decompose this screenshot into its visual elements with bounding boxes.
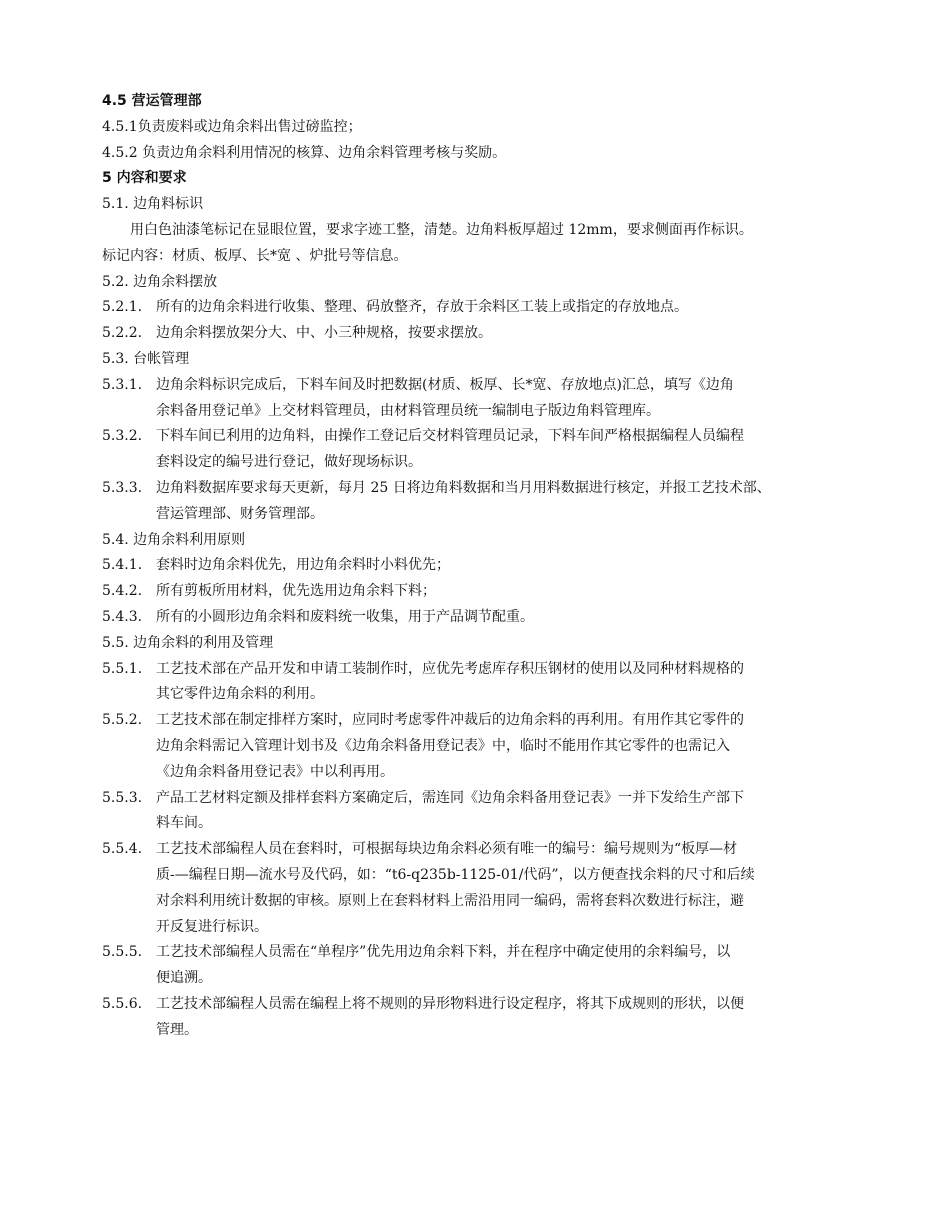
item-number: 5.3.3.: [102, 479, 143, 496]
list-item-5-5-3: [102, 786, 862, 838]
item-4-5-1: 4.5.1负责废料或边角余料出售过磅监控；: [102, 118, 362, 135]
list-item-5-5-2: [102, 708, 862, 785]
item-text: 所有剪板所用材料，优先选用边角余料下料；: [156, 583, 436, 600]
item-text-line: 料车间。: [156, 815, 212, 832]
item-number: 5.3.2.: [102, 428, 143, 445]
list-item-5-4-2: [102, 579, 862, 605]
list-item-5-3-3: [102, 476, 862, 528]
item-number: 5.4.3.: [102, 608, 143, 625]
item-number: 5.5.3.: [102, 789, 143, 806]
item-text: 所有的边角余料进行收集、整理、码放整齐，存放于余料区工装上或指定的存放地点。: [156, 299, 688, 316]
item-text-line: 余料备用登记单》上交材料管理员，由材料管理员统一编制电子版边角料管理库。: [156, 402, 660, 419]
item-text-line: 工艺技术部在产品开发和申请工装制作时，应优先考虑库存积压钢材的使用以及同种材料规格的: [156, 660, 744, 677]
item-text-line: 工艺技术部编程人员需在“单程序”优先用边角余料下料，并在程序中确定使用的余料编号，以: [156, 944, 731, 961]
paragraph-5-1-line-2: 标记内容：材质、板厚、长*宽 、炉批号等信息。: [102, 247, 408, 264]
item-number: 5.2.1.: [102, 299, 143, 316]
subsection-title-5-4: 5.4. 边角余料利用原则: [102, 531, 246, 548]
subsection-title-5-1: 5.1. 边角料标识: [102, 196, 204, 213]
list-item-5-3-2: [102, 424, 862, 476]
item-text: 边角余料摆放架分大、中、小三种规格，按要求摆放。: [156, 325, 492, 342]
item-text-line: 套料设定的编号进行登记，做好现场标识。: [156, 454, 422, 471]
item-number: 5.3.1.: [102, 376, 143, 393]
item-number: 5.5.2.: [102, 712, 143, 729]
section-heading-4-5: 4.5 营运管理部: [102, 93, 202, 109]
list-item-5-5-5: [102, 940, 862, 992]
item-text-line: 边角余料标识完成后，下料车间及时把数据(材质、板厚、长*宽、存放地点)汇总，填写《边角: [156, 376, 734, 393]
item-text-line: 工艺技术部在制定排样方案时，应同时考虑零件冲裁后的边角余料的再利用。有用作其它零件的: [156, 712, 744, 729]
item-number: 5.5.5.: [102, 944, 143, 961]
item-number: 5.5.4.: [102, 841, 143, 858]
item-text-line: 便追溯。: [156, 970, 212, 987]
item-text-line: 边角余料需记入管理计划书及《边角余料备用登记表》中，临时不能用作其它零件的也需记入: [156, 737, 730, 754]
list-item-5-4-1: [102, 553, 862, 579]
item-text-line: 质-—编程日期—流水号及代码，如：“t6-q235b-1125-01/代码”，以方便查找余料的尺寸和后续: [156, 866, 755, 883]
item-text-line: 开反复进行标识。: [156, 918, 268, 935]
subsection-title-5-2: 5.2. 边角余料摆放: [102, 273, 218, 290]
list-item-5-5-1: [102, 657, 862, 709]
list-item-5-2-2: [102, 321, 862, 347]
list-item-5-5-6: [102, 992, 862, 1044]
item-number: 5.5.6.: [102, 995, 143, 1012]
item-4-5-2: 4.5.2 负责边角余料利用情况的核算、边角余料管理考核与奖励。: [102, 144, 507, 161]
document-body: [102, 89, 862, 1043]
item-text-line: 管理。: [156, 1021, 198, 1038]
item-text-line: 对余料利用统计数据的审核。原则上在套料材料上需沿用同一编码，需将套料次数进行标注，避: [156, 892, 744, 909]
item-text-line: 其它零件边角余料的利用。: [156, 686, 324, 703]
item-text: 套料时边角余料优先，用边角余料时小料优先；: [156, 557, 450, 574]
item-text-line: 边角料数据库要求每天更新，每月 25 日将边角料数据和当月用料数据进行核定，并报工艺技术部、: [156, 479, 771, 496]
subsection-title-5-5: 5.5. 边角余料的利用及管理: [102, 634, 274, 651]
item-text-line: 产品工艺材料定额及排样套料方案确定后，需连同《边角余料备用登记表》一并下发给生产部下: [156, 789, 744, 806]
item-text-line: 工艺技术部编程人员需在编程上将不规则的异形物料进行设定程序，将其下成规则的形状，以便: [156, 995, 744, 1012]
item-number: 5.4.2.: [102, 583, 143, 600]
item-text-line: 营运管理部、财务管理部。: [156, 505, 324, 522]
list-item-5-5-4: [102, 837, 862, 940]
item-text: 所有的小圆形边角余料和废料统一收集，用于产品调节配重。: [156, 608, 534, 625]
item-number: 5.4.1.: [102, 557, 143, 574]
item-number: 5.2.2.: [102, 325, 143, 342]
section-heading-5: 5 内容和要求: [102, 170, 187, 187]
item-text-line: 工艺技术部编程人员在套料时，可根据每块边角余料必须有唯一的编号：编号规则为“板厚—材: [156, 841, 738, 858]
list-item-5-2-1: [102, 295, 862, 321]
paragraph-5-1-line-1: 用白色油漆笔标记在显眼位置，要求字迹工整，清楚。边角料板厚超过 12mm，要求侧面再作标识。: [130, 221, 753, 238]
item-text-line: 下料车间已利用的边角料，由操作工登记后交材料管理员记录，下料车间严格根据编程人员编程: [156, 428, 744, 445]
list-item-5-4-3: [102, 605, 862, 631]
list-item-5-3-1: [102, 373, 862, 425]
item-number: 5.5.1.: [102, 660, 143, 677]
subsection-title-5-3: 5.3. 台帐管理: [102, 350, 190, 367]
item-text-line: 《边角余料备用登记表》中以利再用。: [156, 763, 394, 780]
